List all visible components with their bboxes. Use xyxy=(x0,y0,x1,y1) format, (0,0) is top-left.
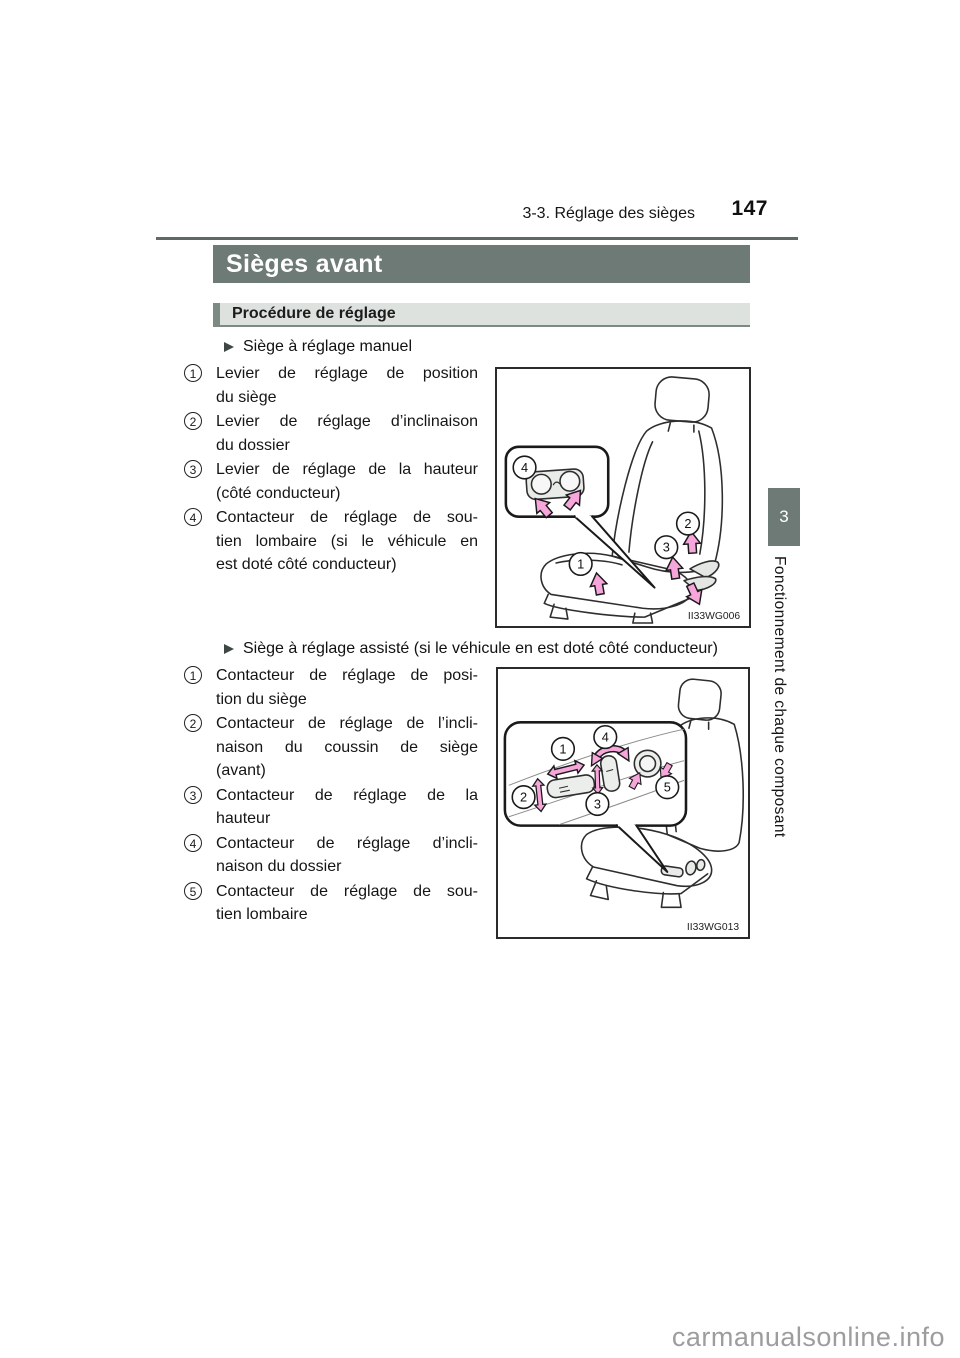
item-line: Levier de réglage d’inclinaison xyxy=(216,413,478,430)
power-seat-list xyxy=(184,664,486,928)
item-line: est doté côté conducteur) xyxy=(216,556,397,573)
list-item xyxy=(184,458,486,505)
chapter-vertical-label: Fonctionnement de chaque composant xyxy=(771,556,788,838)
item-line: Contacteur de réglage de sou- xyxy=(216,509,478,526)
item-number-circle: 1 xyxy=(184,364,202,382)
power-seat-heading xyxy=(224,640,718,658)
item-number-circle: 1 xyxy=(184,666,202,684)
callout-number: 4 xyxy=(521,459,529,475)
figure-code: II33WG013 xyxy=(686,921,740,933)
chapter-tab xyxy=(768,488,800,546)
item-line: du dossier xyxy=(216,436,290,454)
power-seat-heading-text: Siège à réglage assisté (si le véhicule en est doté côté conducteur) xyxy=(243,640,718,657)
item-line: Contacteur de réglage de sou- xyxy=(216,882,478,900)
power-seat-figure xyxy=(496,667,750,939)
item-line: tion du siège xyxy=(216,690,307,708)
item-number-circle: 2 xyxy=(184,412,202,430)
chapter-title-banner xyxy=(213,245,750,283)
item-line: (avant) xyxy=(216,762,266,779)
callout-number: 2 xyxy=(684,516,692,532)
chapter-tab-number: 3 xyxy=(779,507,789,526)
list-item xyxy=(184,712,486,783)
list-item xyxy=(184,506,486,577)
manual-seat-illustration xyxy=(497,369,749,626)
item-line: Levier de réglage de position xyxy=(216,365,478,382)
item-number-circle: 3 xyxy=(184,460,202,478)
callout-number: 5 xyxy=(663,779,671,795)
manual-seat-list xyxy=(184,362,486,578)
item-line: Contacteur de réglage d’incli- xyxy=(216,834,478,852)
list-item xyxy=(184,664,486,711)
list-item xyxy=(184,784,486,831)
item-line: du siège xyxy=(216,388,277,406)
item-number-circle: 4 xyxy=(184,834,202,852)
page-title: Sièges avant xyxy=(226,249,383,278)
list-item xyxy=(184,832,486,879)
callout-number: 3 xyxy=(662,539,670,555)
list-item xyxy=(184,410,486,457)
item-line: Levier de réglage de la hauteur xyxy=(216,461,478,478)
page-number: 147 xyxy=(731,197,768,220)
item-number-circle: 2 xyxy=(184,714,202,732)
callout-number: 1 xyxy=(559,741,567,757)
item-number-circle: 3 xyxy=(184,786,202,804)
item-number-circle: 4 xyxy=(184,508,202,526)
list-item xyxy=(184,362,486,409)
triangle-bullet-icon xyxy=(224,644,234,654)
manual-seat-heading xyxy=(224,338,412,356)
figure-code: II33WG006 xyxy=(687,611,741,623)
manual-seat-heading-text: Siège à réglage manuel xyxy=(243,338,413,355)
section-heading: Procédure de réglage xyxy=(232,305,396,322)
callout-number: 4 xyxy=(601,729,609,745)
item-line: hauteur xyxy=(216,810,271,827)
triangle-bullet-icon xyxy=(224,342,234,352)
item-number-circle: 5 xyxy=(184,882,202,900)
section-heading-bar xyxy=(213,303,750,327)
item-line: naison du coussin de siège xyxy=(216,738,478,756)
item-line: Contacteur de réglage de l’incli- xyxy=(216,715,478,732)
item-line: tien lombaire (si le véhicule en xyxy=(216,532,478,550)
callout-number: 1 xyxy=(577,556,585,572)
item-line: Contacteur de réglage de la xyxy=(216,786,478,804)
watermark-text: carmanualsonline.info xyxy=(671,1322,945,1352)
header-rule xyxy=(156,237,798,240)
power-seat-illustration xyxy=(498,669,748,937)
callout-number: 2 xyxy=(520,789,528,805)
item-line: (côté conducteur) xyxy=(216,484,341,502)
callout-number: 3 xyxy=(593,796,601,812)
manual-seat-figure xyxy=(495,367,751,628)
item-line: Contacteur de réglage de posi- xyxy=(216,667,478,684)
header-section-title: 3-3. Réglage des sièges xyxy=(522,205,695,222)
item-line: tien lombaire xyxy=(216,906,308,923)
list-item xyxy=(184,880,486,927)
item-line: naison du dossier xyxy=(216,858,342,875)
